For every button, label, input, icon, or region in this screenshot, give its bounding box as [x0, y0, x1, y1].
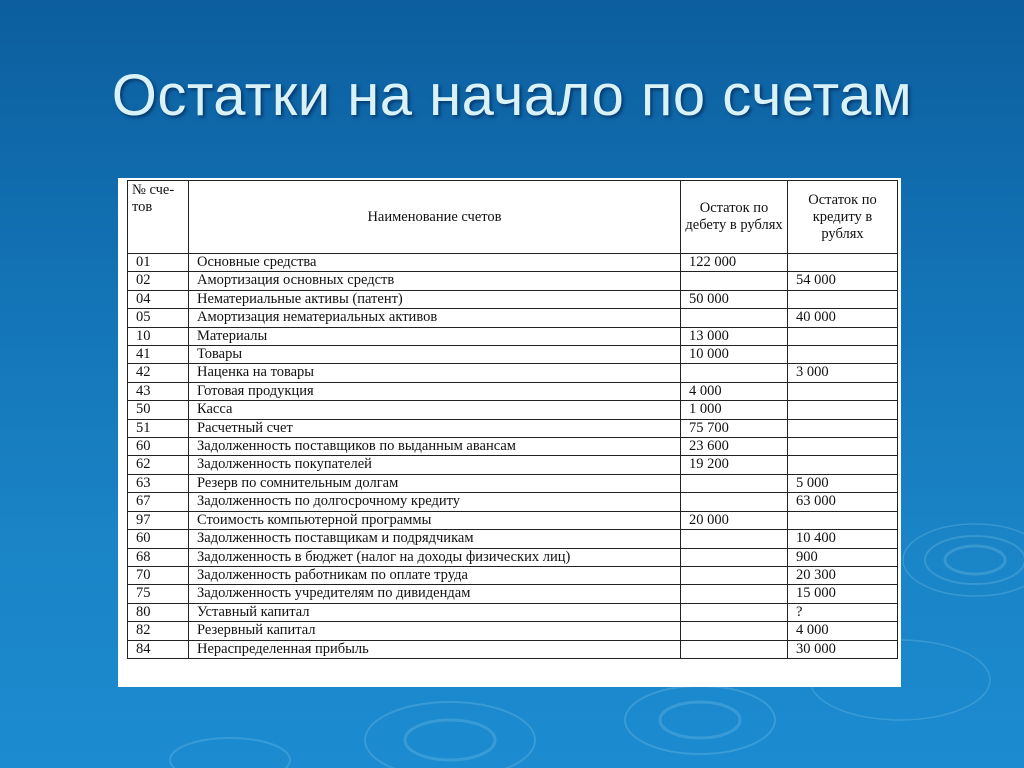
- account-name-cell: Задолженность поставщикам и подрядчикам: [189, 530, 681, 548]
- account-number-cell: 62: [128, 456, 189, 474]
- header-account-number: № сче-тов: [128, 181, 189, 254]
- account-number-cell: 70: [128, 566, 189, 584]
- account-name-cell: Наценка на товары: [189, 364, 681, 382]
- credit-balance-cell: 40 000: [788, 309, 898, 327]
- table-row: [128, 327, 898, 345]
- table-row: [128, 603, 898, 621]
- header-debit-balance: Остаток по дебету в рублях: [681, 181, 788, 254]
- credit-balance-cell: 10 400: [788, 530, 898, 548]
- debit-balance-cell: [681, 493, 788, 511]
- account-number-cell: 63: [128, 474, 189, 492]
- account-number-cell: 60: [128, 438, 189, 456]
- account-number-cell: 97: [128, 511, 189, 529]
- debit-balance-cell: 20 000: [681, 511, 788, 529]
- account-name-cell: Материалы: [189, 327, 681, 345]
- accounts-table-panel: [118, 178, 901, 687]
- account-number-cell: 42: [128, 364, 189, 382]
- table-row: [128, 622, 898, 640]
- table-row: [128, 309, 898, 327]
- account-name-cell: Расчетный счет: [189, 419, 681, 437]
- debit-balance-cell: 122 000: [681, 254, 788, 272]
- credit-balance-cell: [788, 511, 898, 529]
- header-credit-balance: Остаток по кредиту в рублях: [788, 181, 898, 254]
- credit-balance-cell: 63 000: [788, 493, 898, 511]
- debit-balance-cell: 50 000: [681, 290, 788, 308]
- account-number-cell: 50: [128, 401, 189, 419]
- debit-balance-cell: [681, 603, 788, 621]
- credit-balance-cell: [788, 327, 898, 345]
- table-row: [128, 419, 898, 437]
- account-name-cell: Задолженность в бюджет (налог на доходы физических лиц): [189, 548, 681, 566]
- account-name-cell: Стоимость компьютерной программы: [189, 511, 681, 529]
- debit-balance-cell: [681, 622, 788, 640]
- debit-balance-cell: [681, 272, 788, 290]
- debit-balance-cell: 4 000: [681, 382, 788, 400]
- table-row: [128, 346, 898, 364]
- account-name-cell: Задолженность поставщиков по выданным авансам: [189, 438, 681, 456]
- account-number-cell: 82: [128, 622, 189, 640]
- credit-balance-cell: 15 000: [788, 585, 898, 603]
- header-account-name: Наименование счетов: [189, 181, 681, 254]
- table-row: [128, 382, 898, 400]
- table-row: [128, 640, 898, 658]
- table-row: [128, 272, 898, 290]
- table-row: [128, 456, 898, 474]
- table-row: [128, 438, 898, 456]
- credit-balance-cell: [788, 456, 898, 474]
- account-name-cell: Основные средства: [189, 254, 681, 272]
- credit-balance-cell: 30 000: [788, 640, 898, 658]
- debit-balance-cell: [681, 585, 788, 603]
- account-name-cell: Нематериальные активы (патент): [189, 290, 681, 308]
- account-name-cell: Задолженность покупателей: [189, 456, 681, 474]
- credit-balance-cell: 5 000: [788, 474, 898, 492]
- credit-balance-cell: 4 000: [788, 622, 898, 640]
- account-number-cell: 10: [128, 327, 189, 345]
- slide-title: Остатки на начало по счетам: [111, 63, 913, 128]
- account-number-cell: 04: [128, 290, 189, 308]
- account-number-cell: 05: [128, 309, 189, 327]
- account-name-cell: Задолженность работникам по оплате труда: [189, 566, 681, 584]
- debit-balance-cell: [681, 548, 788, 566]
- account-name-cell: Задолженность учредителям по дивидендам: [189, 585, 681, 603]
- debit-balance-cell: 13 000: [681, 327, 788, 345]
- credit-balance-cell: 3 000: [788, 364, 898, 382]
- table-row: [128, 548, 898, 566]
- debit-balance-cell: [681, 566, 788, 584]
- account-name-cell: Уставный капитал: [189, 603, 681, 621]
- table-row: [128, 364, 898, 382]
- account-name-cell: Товары: [189, 346, 681, 364]
- table-row: [128, 566, 898, 584]
- account-name-cell: Амортизация нематериальных активов: [189, 309, 681, 327]
- debit-balance-cell: [681, 640, 788, 658]
- table-header-row: [128, 181, 898, 254]
- debit-balance-cell: 10 000: [681, 346, 788, 364]
- account-number-cell: 75: [128, 585, 189, 603]
- account-name-cell: Задолженность по долгосрочному кредиту: [189, 493, 681, 511]
- account-number-cell: 84: [128, 640, 189, 658]
- credit-balance-cell: [788, 438, 898, 456]
- table-row: [128, 290, 898, 308]
- table-row: [128, 530, 898, 548]
- account-number-cell: 60: [128, 530, 189, 548]
- debit-balance-cell: [681, 530, 788, 548]
- table-row: [128, 493, 898, 511]
- debit-balance-cell: 23 600: [681, 438, 788, 456]
- accounts-table: [127, 180, 898, 659]
- credit-balance-cell: [788, 419, 898, 437]
- account-number-cell: 01: [128, 254, 189, 272]
- account-name-cell: Готовая продукция: [189, 382, 681, 400]
- table-row: [128, 254, 898, 272]
- account-name-cell: Амортизация основных средств: [189, 272, 681, 290]
- credit-balance-cell: [788, 401, 898, 419]
- debit-balance-cell: 75 700: [681, 419, 788, 437]
- credit-balance-cell: [788, 382, 898, 400]
- account-number-cell: 41: [128, 346, 189, 364]
- credit-balance-cell: ?: [788, 603, 898, 621]
- table-row: [128, 401, 898, 419]
- account-number-cell: 43: [128, 382, 189, 400]
- debit-balance-cell: [681, 364, 788, 382]
- debit-balance-cell: [681, 309, 788, 327]
- account-number-cell: 51: [128, 419, 189, 437]
- credit-balance-cell: 900: [788, 548, 898, 566]
- credit-balance-cell: [788, 254, 898, 272]
- credit-balance-cell: 20 300: [788, 566, 898, 584]
- debit-balance-cell: 1 000: [681, 401, 788, 419]
- table-row: [128, 474, 898, 492]
- account-number-cell: 68: [128, 548, 189, 566]
- account-number-cell: 02: [128, 272, 189, 290]
- debit-balance-cell: 19 200: [681, 456, 788, 474]
- account-name-cell: Нераспределенная прибыль: [189, 640, 681, 658]
- account-name-cell: Резерв по сомнительным долгам: [189, 474, 681, 492]
- table-row: [128, 585, 898, 603]
- credit-balance-cell: 54 000: [788, 272, 898, 290]
- table-row: [128, 511, 898, 529]
- debit-balance-cell: [681, 474, 788, 492]
- account-number-cell: 67: [128, 493, 189, 511]
- account-number-cell: 80: [128, 603, 189, 621]
- account-name-cell: Резервный капитал: [189, 622, 681, 640]
- credit-balance-cell: [788, 290, 898, 308]
- account-name-cell: Касса: [189, 401, 681, 419]
- credit-balance-cell: [788, 346, 898, 364]
